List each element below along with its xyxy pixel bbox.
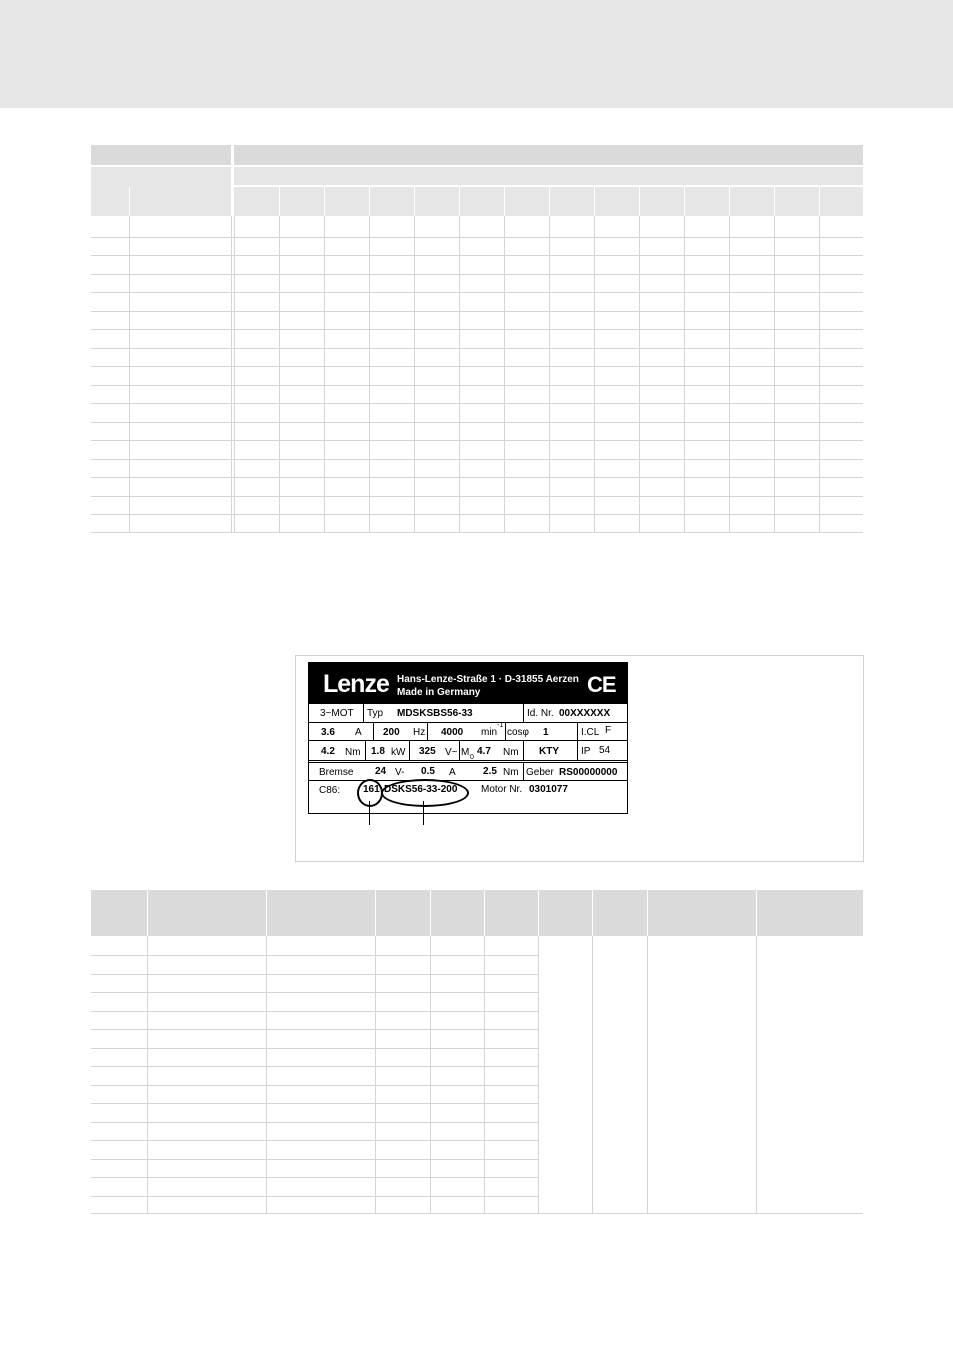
brake-torque-unit: Nm [503,767,519,778]
ip-label: IP [581,746,591,757]
table-column-divider [549,187,550,216]
nameplate-rule [309,762,627,763]
table-column-divider [538,936,539,1214]
nameplate-rule [309,722,627,723]
brake-torque-value: 2.5 [483,766,497,777]
nameplate-rule [523,762,524,780]
voltage-value: 325 [419,746,436,757]
table-row-divider [91,366,863,367]
nameplate-banner [309,663,627,704]
table-column-divider [430,936,431,1214]
encoder-value: RS00000000 [559,767,618,778]
table-header-cell [593,890,647,936]
table-column-divider [774,187,775,216]
motor-nameplate [308,662,628,814]
frequency-unit: Hz [413,727,426,738]
table-column-divider [647,936,648,1214]
manufacturer-origin: Made in Germany [397,687,481,698]
page-header-band [0,0,953,108]
power-unit: kW [391,747,406,758]
table-row-divider [91,992,538,993]
brake-current-value: 0.5 [421,766,435,777]
nameplate-rule [309,780,627,781]
nameplate-rule [409,740,410,760]
table-row-divider [91,1048,538,1049]
nameplate-rule [577,740,578,760]
table-column-divider [324,216,325,533]
nameplate-figure [295,655,864,862]
table-row-divider [91,1029,538,1030]
nameplate-rule [309,760,627,761]
table-header-cell [267,890,375,936]
table-row-divider [91,329,863,330]
table-column-divider [414,216,415,533]
table-header-cell [148,890,266,936]
nameplate-rule [365,740,366,760]
table-row-divider [91,422,863,423]
nameplate-rule [363,704,364,722]
phase-label: 3~MOT [320,708,354,719]
table-column-divider [279,187,280,216]
table-row-divider [91,1011,538,1012]
code-highlight-oval [357,779,383,807]
table-row-divider [91,1066,538,1067]
table-column-divider [819,187,820,216]
typ-value: MDSKSBS56-33 [397,708,473,719]
table-row-divider [91,1103,538,1104]
id-label: Id. Nr. [527,708,554,719]
table-header-cell [91,890,147,936]
standstill-torque-value: 4.7 [477,746,491,757]
torque-unit: Nm [345,747,361,758]
table-column-divider [266,936,267,1214]
table-column-divider [459,187,460,216]
table-row-divider [91,274,863,275]
table-row-divider [91,1159,538,1160]
table-row-divider [91,477,863,478]
table-column-divider [592,936,593,1214]
table-row-divider [91,237,863,238]
table-header-cell [234,145,863,165]
table-header-cell [485,890,538,936]
motor-type-highlight-oval [381,779,469,807]
standstill-torque-unit: Nm [503,747,519,758]
table-column-divider [684,187,685,216]
table-column-divider [756,936,757,1214]
id-value: 00XXXXXX [559,708,611,719]
standstill-torque-label: M [461,747,470,758]
ip-value: 54 [599,745,611,756]
table-row-divider [91,459,863,460]
table-header-cell [539,890,592,936]
brake-voltage-value: 24 [375,766,387,777]
table-column-divider [147,936,148,1214]
table-column-divider [324,187,325,216]
table-row-divider [91,311,863,312]
table-row-divider [91,514,863,515]
standstill-torque-subscript: 0 [470,754,474,761]
table-column-divider [129,187,130,216]
nameplate-rule [459,740,460,760]
table-row-divider [91,255,863,256]
code-label: C86: [319,785,341,796]
table-row-divider [91,348,863,349]
parameter-table-top [91,145,863,533]
insulation-class-label: I.CL [581,727,600,738]
table-header-cell [376,890,430,936]
table-row-divider [91,955,538,956]
motor-number-value: 0301077 [529,784,568,795]
table-column-divider [129,216,130,533]
nameplate-rule [427,722,428,740]
table-column-divider [414,187,415,216]
torque-value: 4.2 [321,746,335,757]
code-value: 161 [363,784,380,795]
table-header-cell [91,167,231,216]
brake-label: Bremse [319,767,354,778]
table-row-divider [91,1085,538,1086]
cos-phi-label: cosφ [507,727,530,738]
power-value: 1.8 [371,746,385,757]
table-row-divider [91,292,863,293]
table-column-divider [504,216,505,533]
table-column-divider [639,187,640,216]
nameplate-rule [373,722,374,740]
callout-leader-line [369,801,370,825]
manufacturer-address: Hans-Lenze-Straße 1 · D-31855 Aerzen [397,674,579,685]
voltage-unit: V~ [445,747,458,758]
motor-type-value: DSKS56-33-200 [384,784,458,795]
table-header-cell [91,145,231,165]
table-column-divider [375,936,376,1214]
table-row-divider [91,1122,538,1123]
table-column-divider [729,216,730,533]
table-column-divider [504,187,505,216]
nameplate-rule [505,722,506,740]
nameplate-rule [523,704,524,722]
table-column-divider [684,216,685,533]
table-row-divider [91,974,538,975]
table-row-divider [91,496,863,497]
table-row-divider [91,403,863,404]
nameplate-rule [577,722,578,740]
brake-voltage-unit: V- [395,767,405,778]
table-column-divider [774,216,775,533]
table-header-cell [431,890,484,936]
table-row-divider [91,385,863,386]
table-column-divider [594,187,595,216]
ce-mark-icon: CE [587,672,616,697]
table-row-divider [91,440,863,441]
table-column-divider [459,216,460,533]
encoder-label: Geber [526,767,554,778]
table-row-divider [91,532,863,533]
typ-label: Typ [367,708,384,719]
table-row-divider [91,1177,538,1178]
table-header-cell [648,890,756,936]
table-column-divider [639,216,640,533]
table-column-divider [484,936,485,1214]
speed-value: 4000 [441,727,464,738]
frequency-value: 200 [383,727,400,738]
speed-exponent: -1 [497,722,504,729]
speed-unit: min [481,727,498,738]
motor-number-label: Motor Nr. [481,784,523,795]
current-value: 3.6 [321,727,335,738]
insulation-class-value: F [605,725,612,736]
brake-current-unit: A [449,767,456,778]
nameplate-rule [309,740,627,741]
table-column-divider [729,187,730,216]
table-row-divider [91,1140,538,1141]
nameplate-rule [523,740,524,760]
thermal-sensor-value: KTY [539,746,559,757]
parameter-table-bottom [91,890,863,1214]
table-column-divider [594,216,595,533]
table-column-divider [369,216,370,533]
table-column-divider [369,187,370,216]
table-column-divider [549,216,550,533]
table-column-divider [819,216,820,533]
table-column-divider [234,216,235,533]
table-row-divider [91,1213,863,1214]
cos-phi-value: 1 [543,727,549,738]
current-unit: A [355,727,362,738]
callout-leader-line [423,801,424,825]
table-column-divider [231,216,232,533]
table-column-divider [279,216,280,533]
table-header-cell [757,890,863,936]
table-row-divider [91,1196,538,1197]
lenze-logo: Lenze [323,670,389,698]
